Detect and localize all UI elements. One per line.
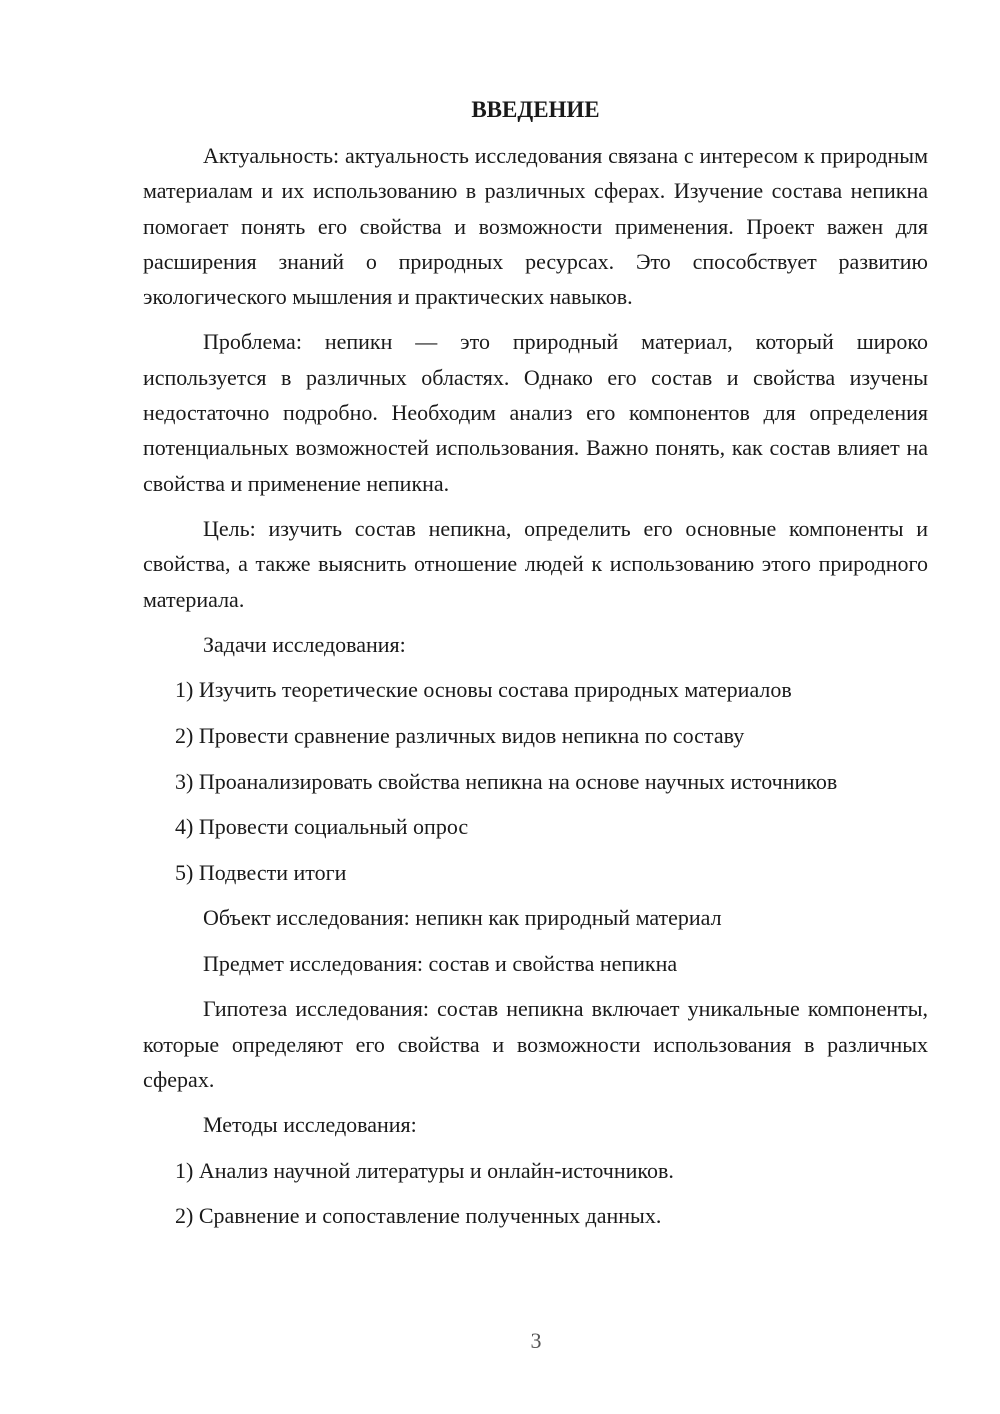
list-item-task-4: 4) Провести социальный опрос [175,813,469,839]
list-item-method-2: 2) Сравнение и сопоставление полученных данных. [175,1203,662,1229]
paragraph-subject: Предмет исследования: состав и свойства непикна [203,950,678,976]
section-title: ВВЕДЕНИЕ [471,97,600,122]
list-item-method-1: 1) Анализ научной литературы и онлайн-источников. [175,1157,674,1183]
paragraph-relevance: Актуальность: актуальность исследования связана с интересом к природным материалам и их использованию в различных сферах. Изучение состава непикна помогает понять его свойства и возможности применения. Проект важен для расширения знаний о природных ресурсах. Это способствует развитию экологического мышления и практических навыков. [143,143,928,310]
list-item-task-2: 2) Провести сравнение различных видов непикна по составу [175,723,745,749]
paragraph-object: Объект исследования: непикн как природный материал [203,905,722,931]
paragraph-problem: Проблема: непикн — это природный материал, который широко используется в различных областях. Однако его состав и свойства изучены недостаточно подробно. Необходим анализ его компонентов для определения потенциальных возможностей использования. Важно понять, как состав влияет на свойства и применение непикна. [143,329,928,496]
page-number: 3 [530,1328,542,1353]
list-item-task-1: 1) Изучить теоретические основы состава природных материалов [175,677,792,703]
paragraph-hypothesis: Гипотеза исследования: состав непикна включает уникальные компоненты, которые определяют его свойства и возможности использования в различных сферах. [143,996,928,1092]
paragraph-tasks-heading: Задачи исследования: [203,631,406,657]
document-page [143,94,928,1244]
list-item-task-5: 5) Подвести итоги [175,859,347,885]
paragraph-goal: Цель: изучить состав непикна, определить его основные компоненты и свойства, а также выяснить отношение людей к использованию этого природного материала. [143,515,928,612]
paragraph-methods-heading: Методы исследования: [203,1112,417,1138]
list-item-task-3: 3) Проанализировать свойства непикна на основе научных источников [175,768,838,794]
